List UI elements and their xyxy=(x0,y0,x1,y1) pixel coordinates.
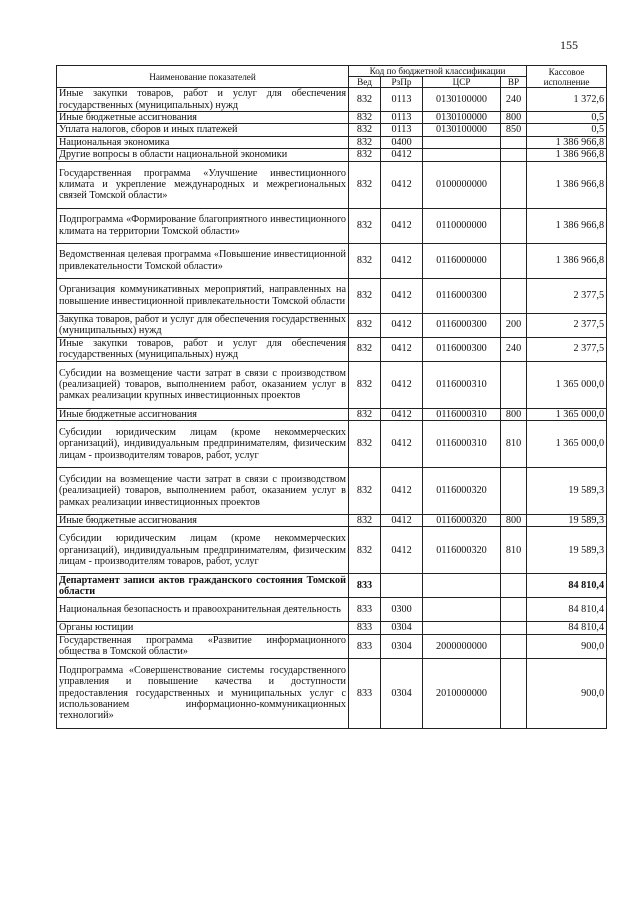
row-ved-cell: 832 xyxy=(349,313,381,337)
row-amount-cell: 19 589,3 xyxy=(527,468,607,515)
row-amount-cell: 84 810,4 xyxy=(527,574,607,598)
row-name-cell: Подпрограмма «Формирование благоприятного инвестиционного климата на территории Томской области» xyxy=(57,208,349,243)
table-row xyxy=(57,124,607,136)
row-vr-cell: 200 xyxy=(501,313,527,337)
row-amount-cell: 84 810,4 xyxy=(527,598,607,622)
row-name-cell: Организация коммуникативных мероприятий, направленных на повышение инвестиционной привлекательности Томской области xyxy=(57,278,349,313)
row-rzpr-cell: 0412 xyxy=(381,278,423,313)
table-row xyxy=(57,278,607,313)
row-vr-cell xyxy=(501,598,527,622)
row-csr-cell: 0130100000 xyxy=(423,112,501,124)
row-ved-cell: 832 xyxy=(349,88,381,112)
row-amount-cell: 0,5 xyxy=(527,124,607,136)
row-csr-cell: 0116000320 xyxy=(423,527,501,574)
row-amount-cell: 2 377,5 xyxy=(527,337,607,361)
row-csr-cell: 0116000300 xyxy=(423,278,501,313)
row-amount-cell: 1 386 966,8 xyxy=(527,149,607,161)
row-rzpr-cell: 0412 xyxy=(381,149,423,161)
row-rzpr-cell: 0412 xyxy=(381,337,423,361)
row-rzpr-cell: 0300 xyxy=(381,598,423,622)
row-rzpr-cell: 0304 xyxy=(381,634,423,658)
row-amount-cell: 19 589,3 xyxy=(527,527,607,574)
row-csr-cell xyxy=(423,136,501,148)
table-body xyxy=(57,88,607,729)
row-csr-cell: 0116000310 xyxy=(423,408,501,420)
row-name-cell: Другие вопросы в области национальной экономики xyxy=(57,149,349,161)
row-amount-cell: 900,0 xyxy=(527,634,607,658)
row-csr-cell: 0130100000 xyxy=(423,88,501,112)
row-vr-cell: 810 xyxy=(501,421,527,468)
row-name-cell: Иные бюджетные ассигнования xyxy=(57,112,349,124)
row-vr-cell xyxy=(501,574,527,598)
row-ved-cell: 832 xyxy=(349,515,381,527)
row-name-cell: Субсидии юридическим лицам (кроме некоммерческих организаций), индивидуальным предпринимателям, физическим лицам - производителям товаров, работ, услуг xyxy=(57,527,349,574)
row-amount-cell: 900,0 xyxy=(527,658,607,728)
row-name-cell: Национальная безопасность и правоохранительная деятельность xyxy=(57,598,349,622)
table-row xyxy=(57,527,607,574)
row-csr-cell: 0116000320 xyxy=(423,468,501,515)
row-ved-cell: 832 xyxy=(349,124,381,136)
row-vr-cell xyxy=(501,243,527,278)
page-number: 155 xyxy=(560,38,578,52)
row-name-cell: Ведомственная целевая программа «Повышение инвестиционной привлекательности Томской области» xyxy=(57,243,349,278)
row-vr-cell: 850 xyxy=(501,124,527,136)
row-csr-cell: 0116000300 xyxy=(423,337,501,361)
row-vr-cell xyxy=(501,136,527,148)
table-row xyxy=(57,634,607,658)
row-csr-cell: 0116000000 xyxy=(423,243,501,278)
row-rzpr-cell: 0412 xyxy=(381,527,423,574)
table-row xyxy=(57,515,607,527)
row-csr-cell: 0116000310 xyxy=(423,421,501,468)
row-name-cell: Департамент записи актов гражданского состояния Томской области xyxy=(57,574,349,598)
row-amount-cell: 1 386 966,8 xyxy=(527,208,607,243)
row-csr-cell: 0130100000 xyxy=(423,124,501,136)
row-rzpr-cell: 0412 xyxy=(381,421,423,468)
row-vr-cell xyxy=(501,622,527,634)
row-vr-cell: 810 xyxy=(501,527,527,574)
row-amount-cell: 1 365 000,0 xyxy=(527,408,607,420)
row-csr-cell: 2010000000 xyxy=(423,658,501,728)
table-row xyxy=(57,243,607,278)
row-rzpr-cell: 0412 xyxy=(381,243,423,278)
row-vr-cell: 800 xyxy=(501,112,527,124)
table-row xyxy=(57,337,607,361)
row-ved-cell: 833 xyxy=(349,598,381,622)
table-row xyxy=(57,408,607,420)
row-amount-cell: 1 386 966,8 xyxy=(527,136,607,148)
row-rzpr-cell: 0412 xyxy=(381,208,423,243)
row-ved-cell: 832 xyxy=(349,243,381,278)
table-row xyxy=(57,658,607,728)
row-vr-cell: 800 xyxy=(501,408,527,420)
row-amount-cell: 1 386 966,8 xyxy=(527,243,607,278)
table-row xyxy=(57,136,607,148)
row-name-cell: Уплата налогов, сборов и иных платежей xyxy=(57,124,349,136)
row-csr-cell xyxy=(423,622,501,634)
row-rzpr-cell: 0304 xyxy=(381,622,423,634)
row-csr-cell: 0116000310 xyxy=(423,361,501,408)
row-name-cell: Закупка товаров, работ и услуг для обеспечения государственных (муниципальных) нужд xyxy=(57,313,349,337)
row-name-cell: Органы юстиции xyxy=(57,622,349,634)
row-amount-cell: 0,5 xyxy=(527,112,607,124)
row-ved-cell: 832 xyxy=(349,337,381,361)
row-name-cell: Национальная экономика xyxy=(57,136,349,148)
row-rzpr-cell: 0412 xyxy=(381,515,423,527)
row-amount-cell: 1 386 966,8 xyxy=(527,161,607,208)
row-ved-cell: 832 xyxy=(349,149,381,161)
row-name-cell: Субсидии на возмещение части затрат в связи с производством (реализацией) товаров, выполнением работ, оказанием услуг в рамках реализации крупных инвестиционных проектов xyxy=(57,361,349,408)
row-vr-cell xyxy=(501,278,527,313)
table-row xyxy=(57,161,607,208)
table-row xyxy=(57,208,607,243)
row-vr-cell xyxy=(501,361,527,408)
row-amount-cell: 19 589,3 xyxy=(527,515,607,527)
row-rzpr-cell: 0412 xyxy=(381,361,423,408)
row-csr-cell: 0116000320 xyxy=(423,515,501,527)
budget-table xyxy=(56,65,607,729)
row-rzpr-cell: 0113 xyxy=(381,88,423,112)
table-row xyxy=(57,598,607,622)
row-name-cell: Иные бюджетные ассигнования xyxy=(57,515,349,527)
row-vr-cell xyxy=(501,161,527,208)
row-csr-cell xyxy=(423,149,501,161)
row-amount-cell: 2 377,5 xyxy=(527,313,607,337)
row-rzpr-cell: 0304 xyxy=(381,658,423,728)
header-name: Наименование показателей xyxy=(57,66,349,88)
row-ved-cell: 833 xyxy=(349,622,381,634)
table-row xyxy=(57,622,607,634)
row-csr-cell xyxy=(423,598,501,622)
table-row xyxy=(57,361,607,408)
header-ved: Вед xyxy=(349,77,381,88)
row-name-cell: Субсидии на возмещение части затрат в связи с производством (реализацией) товаров, выполнением работ, оказанием услуг в рамках реализации инвестиционных проектов xyxy=(57,468,349,515)
table-row xyxy=(57,313,607,337)
row-name-cell: Субсидии юридическим лицам (кроме некоммерческих организаций), индивидуальным предпринимателям, физическим лицам - производителям товаров, работ, услуг xyxy=(57,421,349,468)
row-ved-cell: 832 xyxy=(349,208,381,243)
row-ved-cell: 832 xyxy=(349,112,381,124)
row-ved-cell: 832 xyxy=(349,468,381,515)
row-ved-cell: 832 xyxy=(349,136,381,148)
row-amount-cell: 84 810,4 xyxy=(527,622,607,634)
row-csr-cell xyxy=(423,574,501,598)
row-rzpr-cell: 0412 xyxy=(381,313,423,337)
row-amount-cell: 1 365 000,0 xyxy=(527,361,607,408)
header-classification-group: Код по бюджетной классификации xyxy=(349,66,527,77)
row-ved-cell: 833 xyxy=(349,574,381,598)
table-row xyxy=(57,574,607,598)
table-row xyxy=(57,112,607,124)
row-ved-cell: 832 xyxy=(349,527,381,574)
table-row xyxy=(57,421,607,468)
row-name-cell: Иные закупки товаров, работ и услуг для обеспечения государственных (муниципальных) нужд xyxy=(57,88,349,112)
row-csr-cell: 0110000000 xyxy=(423,208,501,243)
row-amount-cell: 2 377,5 xyxy=(527,278,607,313)
table-row xyxy=(57,468,607,515)
row-ved-cell: 832 xyxy=(349,278,381,313)
row-name-cell: Иные закупки товаров, работ и услуг для обеспечения государственных (муниципальных) нужд xyxy=(57,337,349,361)
row-rzpr-cell: 0412 xyxy=(381,468,423,515)
header-csr: ЦСР xyxy=(423,77,501,88)
row-vr-cell xyxy=(501,658,527,728)
row-rzpr-cell: 0412 xyxy=(381,161,423,208)
row-csr-cell: 0116000300 xyxy=(423,313,501,337)
row-name-cell: Государственная программа «Развитие информационного общества в Томской области» xyxy=(57,634,349,658)
row-ved-cell: 833 xyxy=(349,658,381,728)
row-ved-cell: 832 xyxy=(349,361,381,408)
row-name-cell: Подпрограмма «Совершенствование системы государственного управления и повышение качества и доступности предоставления государственных и муниципальных услуг с использованием информационно-коммуникационных технологий» xyxy=(57,658,349,728)
row-vr-cell xyxy=(501,468,527,515)
row-ved-cell: 833 xyxy=(349,634,381,658)
row-csr-cell: 0100000000 xyxy=(423,161,501,208)
row-amount-cell: 1 365 000,0 xyxy=(527,421,607,468)
row-rzpr-cell: 0113 xyxy=(381,112,423,124)
table-row xyxy=(57,88,607,112)
row-rzpr-cell xyxy=(381,574,423,598)
row-name-cell: Государственная программа «Улучшение инвестиционного климата и укрепление международных и межрегиональных связей Томской области» xyxy=(57,161,349,208)
header-amount: Кассовое исполнение xyxy=(527,66,607,88)
row-vr-cell xyxy=(501,634,527,658)
row-vr-cell xyxy=(501,149,527,161)
row-ved-cell: 832 xyxy=(349,161,381,208)
row-rzpr-cell: 0400 xyxy=(381,136,423,148)
header-vr: ВР xyxy=(501,77,527,88)
row-vr-cell xyxy=(501,208,527,243)
row-rzpr-cell: 0412 xyxy=(381,408,423,420)
row-vr-cell: 240 xyxy=(501,337,527,361)
row-vr-cell: 240 xyxy=(501,88,527,112)
table-row xyxy=(57,149,607,161)
row-vr-cell: 800 xyxy=(501,515,527,527)
row-ved-cell: 832 xyxy=(349,421,381,468)
row-rzpr-cell: 0113 xyxy=(381,124,423,136)
header-rzpr: РзПр xyxy=(381,77,423,88)
row-amount-cell: 1 372,6 xyxy=(527,88,607,112)
row-ved-cell: 832 xyxy=(349,408,381,420)
row-name-cell: Иные бюджетные ассигнования xyxy=(57,408,349,420)
row-csr-cell: 2000000000 xyxy=(423,634,501,658)
